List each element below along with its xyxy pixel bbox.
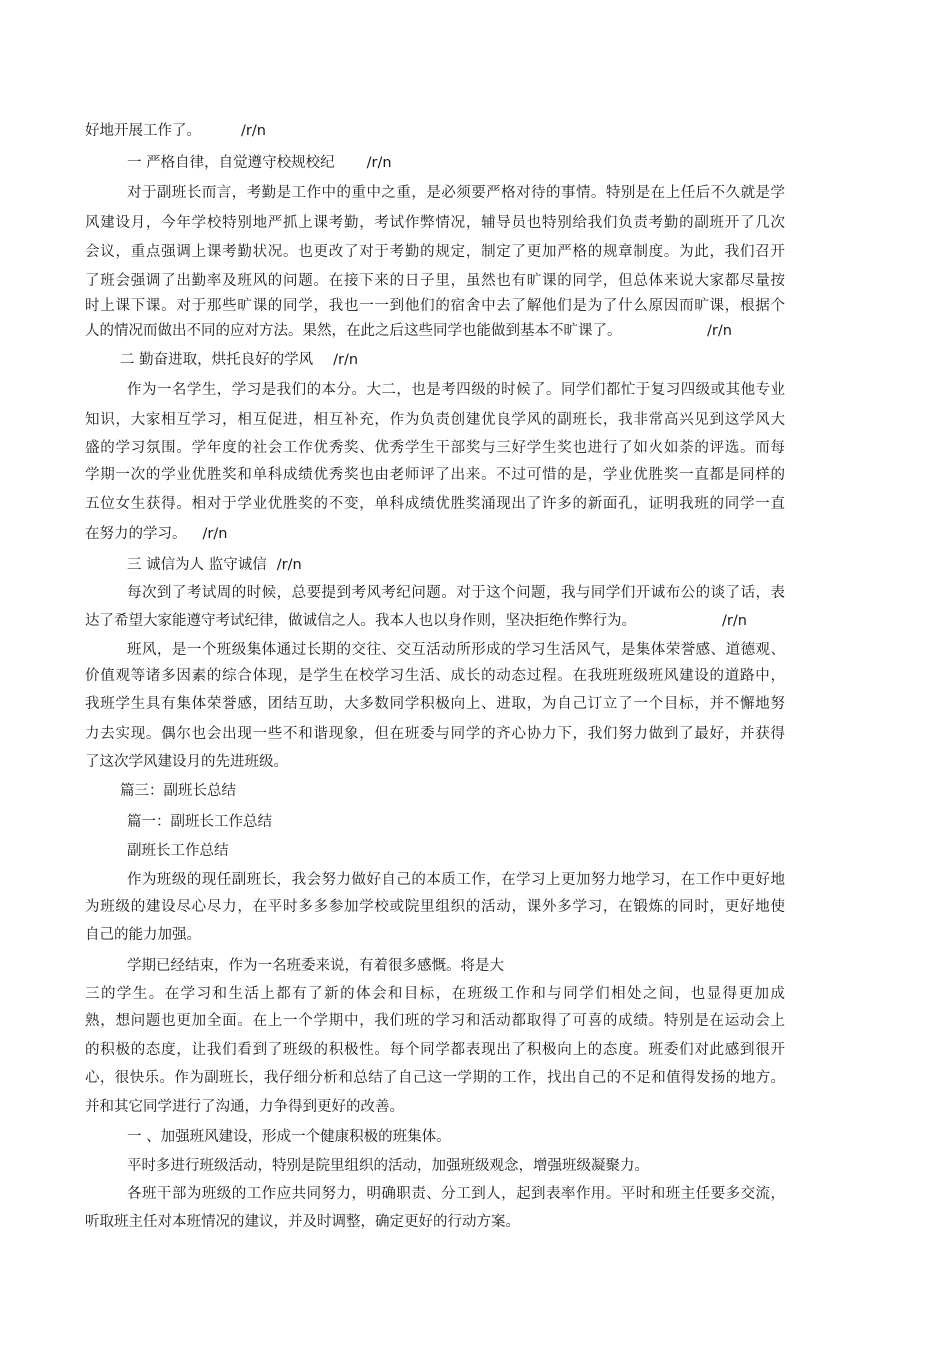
paragraph-line: 心，很快乐。作为副班长，我仔细分析和总结了自己这一学期的工作，找出自己的不足和值得发扬的地方。	[85, 1070, 785, 1086]
section-heading: 一 、加强班风建设，形成一个健康积极的班集体。	[127, 1129, 451, 1145]
line-break-marker: /r/n	[241, 123, 266, 139]
paragraph-line: 价值观等诸多因素的综合体现，是学生在校学习生活、成长的动态过程。在我班班级班风建设的道路中，	[85, 668, 785, 684]
line-break-marker: /r/n	[366, 155, 392, 171]
paragraph-line: 为班级的建设尽心尽力，在平时多多参加学校或院里组织的活动，课外多学习，在锻炼的同时，更好地使	[85, 899, 785, 915]
paragraph-line: 力去实现。偶尔也会出现一些不和谐现象，但在班委与同学的齐心协力下，我们努力做到了最好，并获得	[85, 726, 785, 742]
paragraph-line: 作为班级的现任副班长，我会努力做好自己的本质工作，在学习上更加努力地学习，在工作中更好地	[127, 872, 785, 888]
paragraph-line: 五位女生获得。相对于学业优胜奖的不变，单科成绩优胜奖涌现出了许多的新面孔，证明我班的同学一直	[85, 496, 785, 512]
line-break-marker: /r/n	[202, 526, 228, 542]
paragraph-line: 了班会强调了出勤率及班风的问题。在接下来的日子里，虽然也有旷课的同学，但总体来说大家都尽量按	[85, 273, 785, 289]
section-heading: 三 诚信为人 监守诚信 /r/n	[127, 557, 302, 573]
paragraph-line: 的积极的态度，让我们看到了班级的积极性。每个同学都表现出了积极向上的态度。班委们对此感到很开	[85, 1042, 785, 1058]
line-break-marker: /r/n	[276, 557, 302, 573]
paragraph-line: 学期已经结束，作为一名班委来说，有着很多感慨。将是大	[127, 958, 504, 974]
section-heading: 篇三：副班长总结	[120, 783, 236, 799]
paragraph-line: 好地开展工作了。 /r/n	[85, 123, 266, 139]
paragraph-line: 作为一名学生，学习是我们的本分。大二，也是考四级的时候了。同学们都忙于复习四级或其他专业	[127, 382, 785, 398]
paragraph-line: 在努力的学习。 /r/n	[85, 526, 228, 542]
paragraph-line: 平时多进行班级活动，特别是院里组织的活动，加强班级观念，增强班级凝聚力。	[127, 1158, 649, 1174]
line-break-marker: /r/n	[707, 323, 732, 339]
paragraph-line: 我班学生具有集体荣誉感，团结互助，大多数同学积极向上、进取，为自己订立了一个目标，并不懈地努	[85, 696, 785, 712]
section-heading: 篇一：副班长工作总结	[127, 814, 272, 830]
paragraph-line: 学期一次的学业优胜奖和单科成绩优秀奖也由老师评了出来。不过可惜的是，学业优胜奖一直都是同样的	[85, 467, 785, 483]
paragraph-line: 盛的学习氛围。学年度的社会工作优秀奖、优秀学生干部奖与三好学生奖也进行了如火如荼的评选。而每	[85, 440, 785, 456]
line-break-marker: /r/n	[333, 352, 359, 368]
paragraph-line: 每次到了考试周的时候，总要提到考风考纪问题。对于这个问题，我与同学们开诚布公的谈了话，表	[127, 585, 785, 601]
section-heading: 一 严格自律，自觉遵守校规校纪 /r/n	[127, 155, 392, 171]
line-break-marker: /r/n	[722, 613, 747, 629]
paragraph-line: 知识，大家相互学习，相互促进，相互补充，作为负责创建优良学风的副班长，我非常高兴见到这学风大	[85, 412, 785, 428]
paragraph-line: 自己的能力加强。	[85, 927, 201, 943]
document-title: 副班长工作总结	[127, 843, 229, 859]
paragraph-line: 会议，重点强调上课考勤状况。也更改了对于考勤的规定，制定了更加严格的规章制度。为此，我们召开	[85, 244, 785, 260]
paragraph-line: 三的学生。在学习和生活上都有了新的体会和目标，在班级工作和与同学们相处之间，也显得更加成	[85, 986, 785, 1002]
paragraph-line: 人的情况而做出不同的应对方法。果然，在此之后这些同学也能做到基本不旷课了。 /r/n	[85, 323, 732, 339]
paragraph-line: 各班干部为班级的工作应共同努力，明确职责、分工到人，起到表率作用。平时和班主任要多交流，	[127, 1186, 785, 1202]
section-heading: 二 勤奋进取，烘托良好的学风 /r/n	[120, 352, 359, 368]
paragraph-line: 了这次学风建设月的先进班级。	[85, 754, 288, 770]
paragraph-line: 对于副班长而言，考勤是工作中的重中之重，是必须要严格对待的事情。特别是在上任后不久就是学	[127, 185, 785, 201]
paragraph-line: 熟，想问题也更加全面。在上一个学期中，我们班的学习和活动都取得了可喜的成绩。特别是在运动会上	[85, 1013, 785, 1029]
paragraph-line: 班风，是一个班级集体通过长期的交往、交互活动所形成的学习生活风气，是集体荣誉感、道德观、	[127, 642, 785, 658]
paragraph-line: 听取班主任对本班情况的建议，并及时调整，确定更好的行动方案。	[85, 1214, 520, 1230]
paragraph-line: 风建设月，今年学校特别地严抓上课考勤，考试作弊情况，辅导员也特别给我们负责考勤的副班开了几次	[85, 215, 785, 231]
paragraph-line: 时上课下课。对于那些旷课的同学，我也一一到他们的宿舍中去了解他们是为了什么原因而旷课，根据个	[85, 298, 785, 314]
paragraph-line: 达了希望大家能遵守考试纪律，做诚信之人。我本人也以身作则，坚决拒绝作弊行为。 /r/n	[85, 613, 747, 629]
paragraph-line: 并和其它同学进行了沟通，力争得到更好的改善。	[85, 1099, 404, 1115]
